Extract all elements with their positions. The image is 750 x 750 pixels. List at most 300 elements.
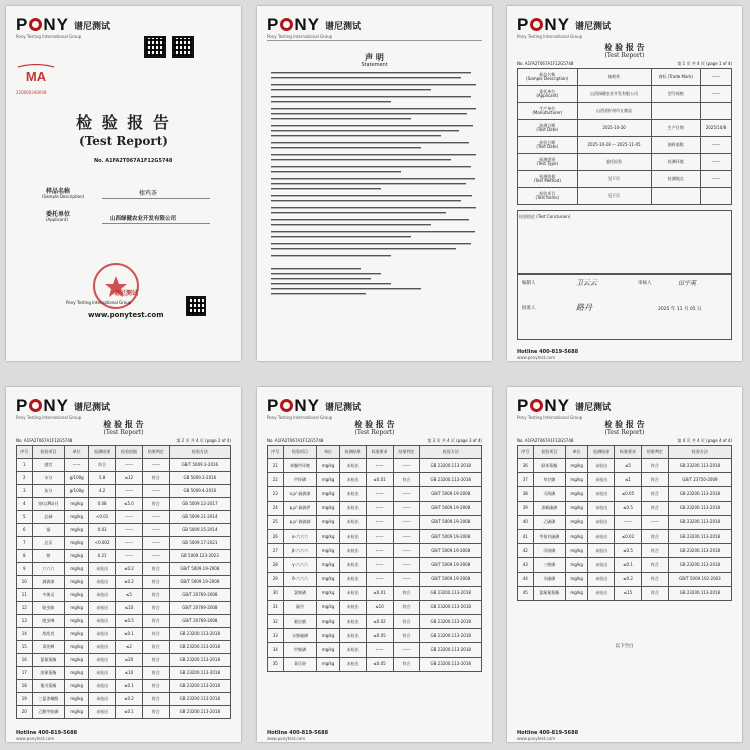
table-cell: GB/T 20769-2008 (169, 589, 230, 602)
table-cell: GB 5009.3-2016 (169, 472, 230, 485)
table-row (518, 188, 732, 205)
table-cell: GB/T 20769-2008 (169, 602, 230, 615)
table-cell: ≤5 (116, 589, 143, 602)
footer-hotline: Hotline 400-819-5688 (267, 730, 329, 736)
table-cell: 14 (17, 628, 33, 641)
table-cell: GB 23200.113-2018 (668, 515, 731, 529)
table-cell: β-六六六 (283, 544, 317, 558)
header-logo (16, 397, 110, 415)
table-cell: —— (366, 515, 393, 529)
table-cell: mg/kg (317, 515, 339, 529)
pony-logo: P NY (517, 396, 570, 415)
table-row (518, 501, 732, 515)
table-cell: ≤5.0 (116, 498, 143, 511)
table-cell: GB/T 5009.3-2016 (169, 459, 230, 472)
table-cell: 三氯杀螨醇 (32, 693, 65, 706)
table-row (268, 572, 482, 586)
table-cell: 未检出 (339, 529, 366, 543)
results-table (16, 445, 231, 719)
results-page-3 (257, 387, 492, 742)
table-cell: ≤0.1 (615, 558, 642, 572)
table-row (17, 628, 231, 641)
table-cell: —— (142, 485, 169, 498)
table-row (268, 586, 482, 600)
brand-cn: 谱尼测试 (574, 21, 611, 32)
table-cell: mg/kg (566, 501, 588, 515)
table-cell: 4.2 (89, 485, 116, 498)
table-row (17, 706, 231, 719)
cover-group: Pony Testing International Group (66, 300, 132, 305)
table-cell: 总汞 (32, 537, 65, 550)
table-cell: 未检出 (339, 657, 366, 671)
table-cell: 杀螟硫磷 (533, 501, 566, 515)
table-cell: 样品名称 (Sample Description) (518, 69, 578, 86)
table-cell: 榛鸡茶 (577, 69, 651, 86)
qr-code-icon (186, 296, 206, 316)
table-cell: mg/kg (317, 629, 339, 643)
conclusion-box (517, 210, 732, 274)
table-cell: 丙溴磷 (533, 544, 566, 558)
table-cell: 符合 (142, 667, 169, 680)
table-row (518, 137, 732, 154)
column-header: 标准要求 (615, 446, 642, 459)
table-row (17, 511, 231, 524)
table-cell: GB/T 5009.102-2003 (668, 572, 731, 586)
header-rule (267, 40, 482, 41)
table-row (17, 524, 231, 537)
reviewer-signature: 田宁英 (678, 280, 697, 287)
table-cell: 符合 (641, 459, 668, 473)
table-row (17, 615, 231, 628)
table-cell: p,p'-滴滴滴 (283, 515, 317, 529)
column-header: 序号 (17, 446, 33, 459)
table-cell: 见下页 (577, 188, 651, 205)
report-number: No. A1FA2T067A1F12G5748 (94, 158, 173, 164)
table-cell: 38 (518, 487, 534, 501)
table-cell: 符合 (641, 501, 668, 515)
table-cell: mg/kg (317, 487, 339, 501)
table-cell: GB 23200.113-2018 (420, 600, 482, 614)
table-cell: 未检出 (339, 600, 366, 614)
pony-logo: P NY (16, 396, 69, 415)
table-cell: —— (641, 515, 668, 529)
table-row (518, 487, 732, 501)
table-cell (700, 188, 731, 205)
table-row (268, 657, 482, 671)
table-cell: 未检出 (89, 589, 116, 602)
table-cell: 44 (518, 572, 534, 586)
table-cell: 符合 (142, 680, 169, 693)
table-row (518, 171, 732, 188)
svg-text:MA: MA (25, 69, 47, 84)
table-cell: 氯氰菊酯 (32, 654, 65, 667)
table-cell: —— (393, 487, 420, 501)
table-cell: 16 (17, 654, 33, 667)
table-cell: 4 (17, 498, 33, 511)
table-cell: 2025/10/8 (700, 120, 731, 137)
column-header: 检测结果 (588, 446, 615, 459)
footer-hotline: Hotline 400-819-5688 (517, 349, 579, 355)
table-cell: GB 23200.113-2018 (169, 693, 230, 706)
table-cell: 委托单位 (Applicant) (518, 86, 578, 103)
page-title-en: (Test Report) (354, 429, 395, 436)
table-header-row (268, 446, 482, 459)
table-cell: 45 (518, 586, 534, 600)
table-cell: 型号规格 (651, 86, 700, 103)
table-cell: 符合 (142, 563, 169, 576)
table-cell: 符合 (142, 498, 169, 511)
table-cell: mg/kg (65, 706, 89, 719)
table-cell: GB 23200.113-2018 (668, 586, 731, 600)
table-cell: ≤10 (366, 600, 393, 614)
brand-cn: 谱尼测试 (324, 21, 361, 32)
table-cell: ≤0.01 (366, 586, 393, 600)
table-cell: GB/T 5009.19-2008 (420, 558, 482, 572)
table-cell: —— (116, 485, 143, 498)
table-cell: GB/T 23750-2009 (668, 473, 731, 487)
table-cell: 未检出 (339, 572, 366, 586)
table-row (518, 103, 732, 120)
table-cell: GB 23200.113-2018 (668, 558, 731, 572)
table-cell: 水胺硫磷 (283, 629, 317, 643)
table-cell: ≤0.02 (615, 529, 642, 543)
table-row (17, 589, 231, 602)
page-title-cn: 检 验 报 告 (604, 420, 645, 429)
page-title-en: (Test Report) (604, 429, 645, 436)
table-cell: ≤0.5 (615, 501, 642, 515)
table-cell: 乙硫磷 (533, 515, 566, 529)
table-cell: mg/kg (566, 529, 588, 543)
table-cell: 硫丹 (283, 600, 317, 614)
table-cell: mg/kg (65, 641, 89, 654)
table-cell: 37 (518, 473, 534, 487)
page-title-en: (Test Report) (103, 429, 144, 436)
table-cell: GB 23200.113-2018 (668, 487, 731, 501)
table-cell: GB 5009.17-2021 (169, 537, 230, 550)
table-cell: 检测地点 (651, 171, 700, 188)
table-cell: mg/kg (65, 563, 89, 576)
table-cell: mg/kg (65, 693, 89, 706)
table-row (17, 693, 231, 706)
table-cell: 检测环境 (651, 154, 700, 171)
table-cell: GB/T 5009.19-2008 (420, 515, 482, 529)
table-cell: GB 5009.123-2023 (169, 550, 230, 563)
statement-title-en: Statement (361, 62, 388, 68)
table-cell: 0.03 (89, 524, 116, 537)
table-cell: 20 (17, 706, 33, 719)
header-logo (16, 16, 110, 34)
table-cell: ≤0.1 (116, 680, 143, 693)
table-cell: 29 (268, 572, 284, 586)
table-cell: GB 23200.113-2018 (169, 654, 230, 667)
table-row (17, 641, 231, 654)
table-cell: 符合 (641, 473, 668, 487)
table-cell: ≤0.2 (116, 563, 143, 576)
table-cell: ≤0.02 (366, 615, 393, 629)
table-cell: 氯氟氰菊酯 (533, 586, 566, 600)
table-cell: GB/T 5009.19-2008 (420, 501, 482, 515)
table-cell: mg/kg (65, 615, 89, 628)
statement-title-cn: 声 明 (365, 53, 384, 62)
table-cell: mg/kg (566, 558, 588, 572)
table-row (268, 558, 482, 572)
table-cell: 未检出 (339, 558, 366, 572)
table-cell: 5.8 (89, 472, 116, 485)
table-cell: GB 23200.113-2018 (169, 641, 230, 654)
table-cell: —— (393, 643, 420, 657)
table-cell: mg/kg (65, 628, 89, 641)
table-cell: 5 (17, 511, 33, 524)
end-marker: 以下空白 (615, 644, 634, 649)
applicant-underline (102, 223, 210, 224)
header-subtitle: Pony Testing International Group (267, 415, 333, 420)
table-cell: mg/kg (566, 473, 588, 487)
table-cell: 符合 (393, 615, 420, 629)
cma-logo (16, 64, 56, 90)
report-cover-page (6, 6, 241, 361)
sample-underline (102, 198, 210, 199)
table-row (268, 473, 482, 487)
table-cell: 符合 (142, 576, 169, 589)
table-cell: 未检出 (588, 473, 615, 487)
column-header: 序号 (518, 446, 534, 459)
reviewer-label: 审核人 (638, 281, 652, 286)
table-cell: 未检出 (339, 643, 366, 657)
table-cell: 1 (17, 459, 33, 472)
table-cell: GB 23200.113-2018 (420, 459, 482, 473)
table-cell: 43 (518, 558, 534, 572)
column-header: 检测结果 (89, 446, 116, 459)
table-row (17, 550, 231, 563)
table-cell: 符合 (142, 693, 169, 706)
column-header: 单位 (317, 446, 339, 459)
table-cell: 未检出 (339, 615, 366, 629)
column-header: 单位 (65, 446, 89, 459)
table-cell: GB/T 20769-2008 (169, 615, 230, 628)
table-cell: ≤0.2 (615, 572, 642, 586)
table-cell: 2 (17, 472, 33, 485)
table-cell: 36 (518, 459, 534, 473)
table-cell: ≤0.1 (116, 628, 143, 641)
table-header-row (518, 446, 732, 459)
table-cell: —— (700, 171, 731, 188)
column-header: 检验依据 (116, 446, 143, 459)
brand-cn: 谱尼测试 (324, 402, 361, 413)
table-row (518, 544, 732, 558)
table-row (268, 643, 482, 657)
sample-label-en: (Sample Description) (42, 194, 85, 199)
table-cell: 11 (17, 589, 33, 602)
table-cell: —— (142, 524, 169, 537)
column-header: 结果判定 (393, 446, 420, 459)
table-cell: GB 23200.113-2018 (420, 643, 482, 657)
table-cell: 未检出 (339, 629, 366, 643)
table-cell: 2025-10-20 (577, 120, 651, 137)
table-cell: 符合 (641, 529, 668, 543)
table-cell: 符合 (142, 602, 169, 615)
table-cell: GB/T 5009.19-2008 (420, 572, 482, 586)
footer-url: www.ponytest.com (517, 355, 556, 360)
table-cell: 21 (268, 459, 284, 473)
page-title-cn: 检 验 报 告 (103, 420, 144, 429)
table-cell: —— (116, 459, 143, 472)
table-cell: 符合 (142, 589, 169, 602)
table-cell: 9 (17, 563, 33, 576)
table-cell: g/100g (65, 472, 89, 485)
table-row (268, 600, 482, 614)
header-subtitle: Pony Testing International Group (517, 34, 583, 39)
table-cell: 18 (17, 680, 33, 693)
cma-mark-icon (16, 64, 56, 90)
header-subtitle: Pony Testing International Group (267, 34, 333, 39)
table-cell: 28 (268, 558, 284, 572)
table-row (518, 473, 732, 487)
table-cell: 符合 (393, 473, 420, 487)
table-cell: 0.21 (89, 550, 116, 563)
table-row (17, 472, 231, 485)
pony-logo: P NY (267, 396, 320, 415)
table-cell: —— (700, 137, 731, 154)
issue-date: 2025 年 11 月 05 日 (658, 307, 702, 312)
column-header: 结果判定 (641, 446, 668, 459)
table-cell: 未检出 (89, 602, 116, 615)
table-cell: GB 23200.113-2018 (668, 529, 731, 543)
sample-value: 榛鸡茶 (139, 190, 158, 197)
qr-code-icon (144, 36, 166, 58)
table-cell: 15 (17, 641, 33, 654)
table-cell: 符合 (641, 572, 668, 586)
table-row (17, 485, 231, 498)
table-row (17, 576, 231, 589)
table-row (518, 515, 732, 529)
table-cell: mg/kg (317, 657, 339, 671)
seal-text: 谱尼测试 (114, 290, 139, 297)
table-cell: mg/kg (317, 572, 339, 586)
table-cell: 未检出 (339, 459, 366, 473)
applicant-value: 山西绿健农业开发有限公司 (110, 216, 177, 222)
pony-logo: P NY (267, 15, 320, 34)
table-cell: —— (366, 544, 393, 558)
table-cell: —— (366, 572, 393, 586)
table-cell: GB 5009.11-2014 (169, 511, 230, 524)
table-cell: GB 23200.113-2018 (668, 544, 731, 558)
approver-label: 批准人 (522, 306, 536, 311)
table-cell: —— (366, 459, 393, 473)
table-cell: 35 (268, 657, 284, 671)
table-cell: 甲胺磷 (283, 643, 317, 657)
table-cell: —— (142, 459, 169, 472)
table-cell: 多菌灵 (32, 589, 65, 602)
table-cell: 铅(以Pb计) (32, 498, 65, 511)
table-cell: mg/kg (317, 615, 339, 629)
table-cell: 7 (17, 537, 33, 550)
table-cell: —— (142, 511, 169, 524)
table-cell: mg/kg (566, 544, 588, 558)
table-cell: 山西省忻州市五寨县 (577, 103, 651, 120)
table-cell: —— (142, 550, 169, 563)
table-row (17, 602, 231, 615)
table-cell: 未检出 (339, 544, 366, 558)
table-cell: 滴滴涕 (32, 576, 65, 589)
table-cell: 未检出 (89, 706, 116, 719)
table-cell: 未检出 (89, 654, 116, 667)
table-cell: mg/kg (65, 524, 89, 537)
table-cell: GB 5009.12-2017 (169, 498, 230, 511)
table-cell: 未检出 (588, 501, 615, 515)
table-cell: mg/kg (317, 473, 339, 487)
table-cell: 符合 (393, 629, 420, 643)
table-cell: 委托检验 (577, 154, 651, 171)
table-cell: ≤0.5 (116, 615, 143, 628)
table-cell (700, 103, 731, 120)
table-cell: —— (615, 515, 642, 529)
table-cell: 27 (268, 544, 284, 558)
column-header: 结果判定 (142, 446, 169, 459)
column-header: 标准要求 (366, 446, 393, 459)
table-cell: 镉 (32, 524, 65, 537)
table-cell: 未检出 (89, 615, 116, 628)
column-header: 检验方法 (420, 446, 482, 459)
table-row (268, 629, 482, 643)
table-cell: GB/T 5009.19-2008 (420, 487, 482, 501)
conclusion-label: 检验结论 (Test Conclusion) (519, 214, 571, 219)
column-header: 检验方法 (169, 446, 230, 459)
table-cell: 符合 (142, 472, 169, 485)
page-number: 第 1 页 共 4 页 (page 1 of 4) (677, 61, 732, 66)
table-cell: mg/kg (65, 511, 89, 524)
table-row (268, 615, 482, 629)
table-cell: 41 (518, 529, 534, 543)
table-cell: 未检出 (89, 667, 116, 680)
table-row (268, 515, 482, 529)
header-subtitle: Pony Testing International Group (16, 34, 82, 39)
table-cell: mg/kg (65, 589, 89, 602)
table-cell: —— (393, 544, 420, 558)
table-cell: 氧乐果 (283, 657, 317, 671)
table-cell: mg/kg (65, 667, 89, 680)
table-cell: GB 5009.15-2014 (169, 524, 230, 537)
table-cell: 33 (268, 629, 284, 643)
table-cell: mg/kg (317, 529, 339, 543)
table-cell: —— (65, 459, 89, 472)
table-cell: 甲基对硫磷 (533, 529, 566, 543)
table-cell: ≤20 (116, 654, 143, 667)
table-row (17, 459, 231, 472)
column-header: 检验项目 (32, 446, 65, 459)
table-cell: GB 23200.113-2018 (420, 586, 482, 600)
footer-url: www.ponytest.com (16, 736, 55, 741)
table-cell: GB/T 5009.19-2008 (420, 544, 482, 558)
table-cell: 抽样基数 (651, 137, 700, 154)
table-cell: 检测日期 (Test Date) (518, 120, 578, 137)
table-cell: 未检出 (588, 572, 615, 586)
table-cell: GB 5009.4-2016 (169, 485, 230, 498)
table-cell: 三唑磷 (533, 558, 566, 572)
table-cell: —— (366, 487, 393, 501)
table-cell: —— (700, 86, 731, 103)
table-cell: ≤0.2 (116, 693, 143, 706)
sample-label: 样品名称 (46, 188, 71, 195)
table-row (268, 459, 482, 473)
table-row (17, 654, 231, 667)
table-cell: 符合 (142, 654, 169, 667)
table-cell: 25 (268, 515, 284, 529)
table-cell: mg/kg (65, 576, 89, 589)
table-row (268, 529, 482, 543)
table-row (518, 154, 732, 171)
table-cell: —— (700, 69, 731, 86)
table-cell: ≤0.1 (116, 706, 143, 719)
